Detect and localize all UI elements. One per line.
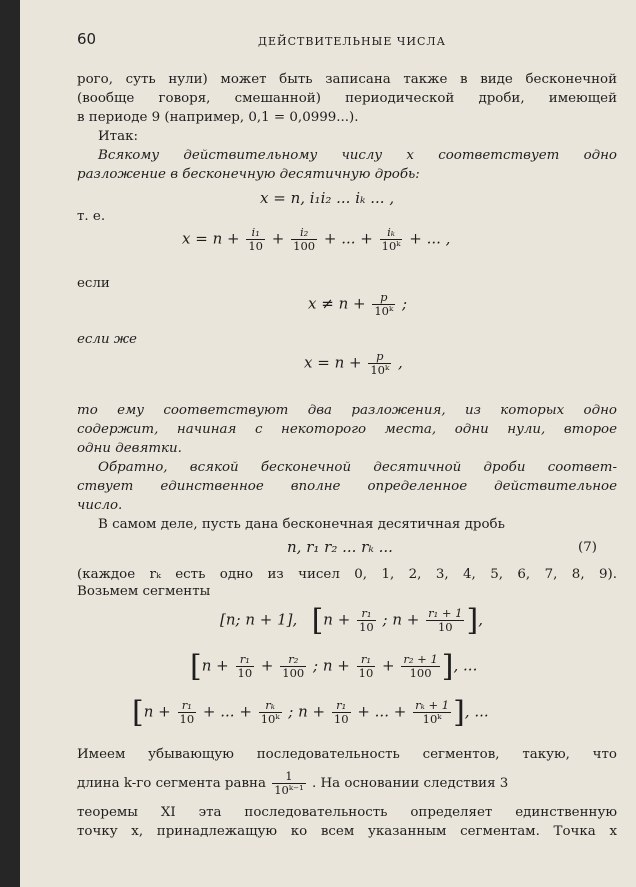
itak: Итак: [98, 129, 138, 144]
segment-row-1: [n; n + 1], [n + $\frac{\text{r₁}}{10}$ ; n + $\frac{\text{r₁ + 1}}{10}$ ], [220, 603, 483, 638]
converse-line2: ствует единственное вполне определенное действительное [77, 479, 617, 494]
converse-line1: Обратно, всякой бесконечной десятичной дроби соответ- [98, 460, 617, 475]
equation-series: x = n + $\frac{\text{i₁}}{10}$ + $\frac{\text{i₂}}{100}$ + ... + $\frac{\text{iₖ}}{\text{10ᵏ}}$ + ... , [182, 225, 451, 253]
theorem-b-line3: одни девятки. [77, 441, 182, 456]
final-line2: длина k-го сегмента равна $\frac{1}{\text{10ᵏ⁻¹}}$ . На основании следствия 3 [77, 769, 509, 797]
each-digit-line: (каждое rₖ есть одно из чисел 0, 1, 2, 3, 4, 5, 6, 7, 8, 9). [77, 567, 617, 582]
final-line4: точку x, принадлежащую ко всем указанным сегментам. Точка x [77, 824, 617, 839]
segment-row-k: [n + $\frac{\text{r₁}}{10}$ + ... + $\frac{\text{rₖ}}{\text{10ᵏ}}$ ; n + $\frac{\text{r₁}}{10}$ + ... + $\frac{\text{rₖ + 1}}{\text{10ᵏ}}$ ], ... [132, 695, 489, 730]
page-number: 60 [77, 30, 97, 48]
equation-equal: x = n + $\frac{p}{\text{10ᵏ}}$ , [304, 349, 403, 377]
segment-row-2: [n + $\frac{\text{r₁}}{10}$ + $\frac{\text{r₂}}{100}$ ; n + $\frac{\text{r₁}}{10}$ + $\frac{\text{r₂ + 1}}{100}$ ], ... [190, 649, 478, 684]
running-head: ДЕЙСТВИТЕЛЬНЫЕ ЧИСЛА [258, 35, 446, 48]
para1-line2: (вообще говоря, смешанной) периодической дроби, имеющей [77, 91, 617, 106]
esli-label: если [77, 276, 110, 291]
equation-not-equal: x ≠ n + $\frac{p}{\text{10ᵏ}}$ ; [308, 290, 408, 318]
equation-decimal-digits: x = n, i₁i₂ ... iₖ ... , [260, 189, 395, 207]
take-segments: Возьмем сегменты [77, 584, 211, 599]
para-indeed: В самом деле, пусть дана бесконечная десятичная дробь [98, 517, 505, 532]
theorem-b-line2: содержит, начиная с некоторого места, одни нули, второе [77, 422, 617, 437]
book-page [20, 0, 636, 887]
para1-line1: рого, суть нули) может быть записана также в виде бесконечной [77, 72, 617, 87]
theorem-b-line1: то ему соответствуют два разложения, из которых одно [77, 403, 617, 418]
final-line3: теоремы XI эта последовательность определяет единственную [77, 805, 617, 820]
theorem-a-line2: разложение в бесконечную десятичную дробь: [77, 167, 420, 182]
te-label: т. е. [77, 209, 106, 224]
para1-line3: в периоде 9 (например, 0,1 = 0,0999...). [77, 110, 359, 125]
theorem-a-line1: Всякому действительному числу x соответствует одно [98, 148, 617, 163]
final-line1: Имеем убывающую последовательность сегментов, такую, что [77, 747, 617, 762]
converse-line3: число. [77, 498, 123, 513]
esli-zhe-label: если же [77, 332, 137, 347]
equation-7: n, r₁ r₂ ... rₖ ... [287, 538, 393, 556]
equation-7-label: (7) [578, 540, 597, 555]
